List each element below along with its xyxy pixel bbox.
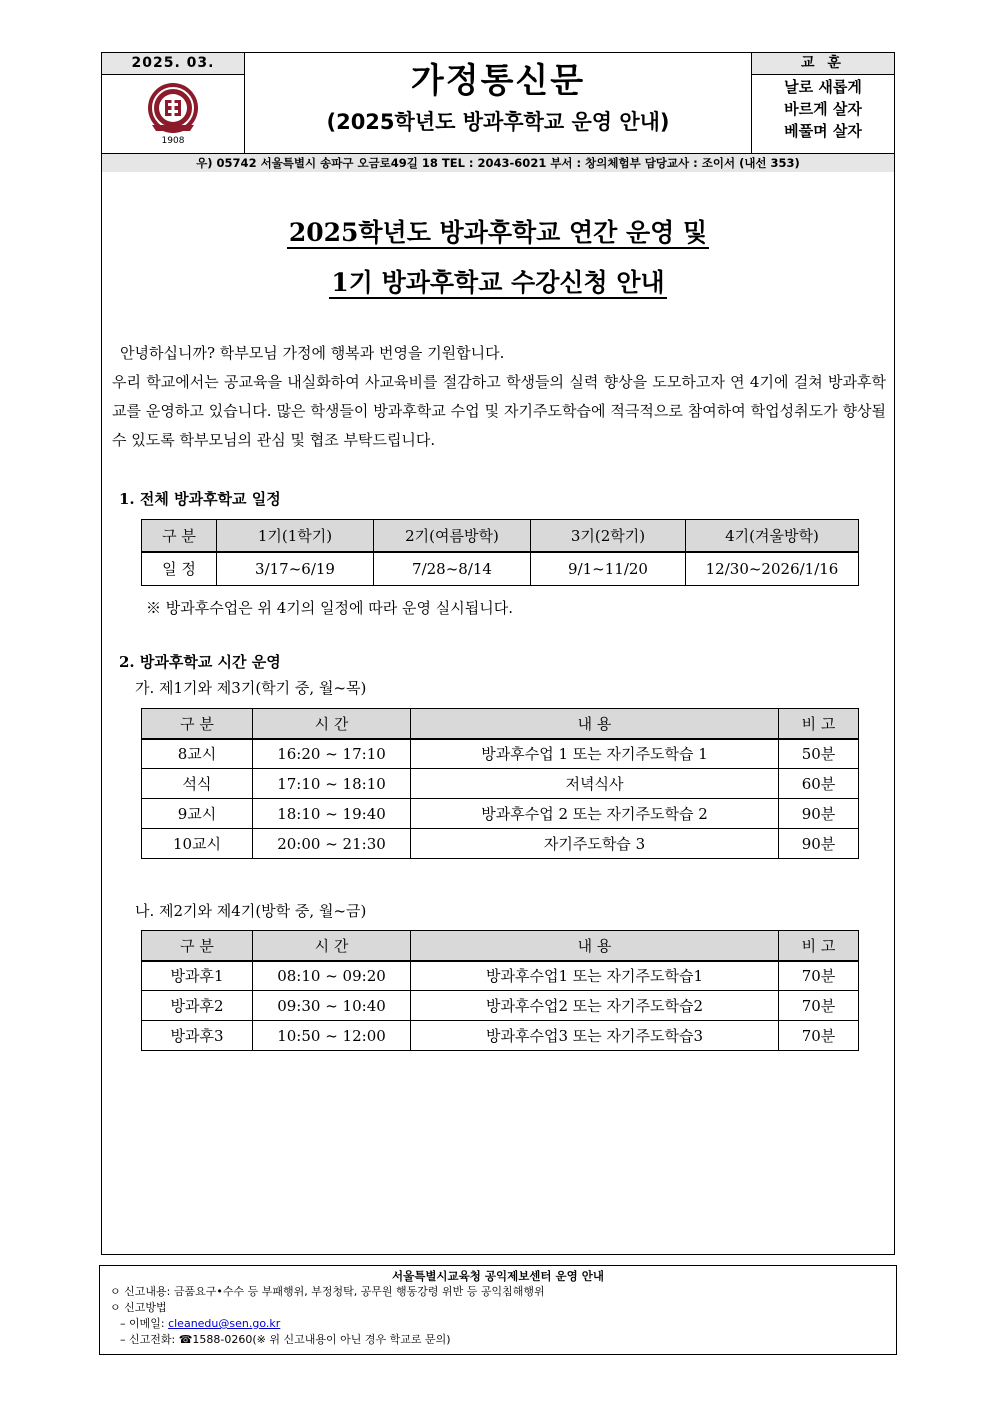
table-cell: 60분 xyxy=(779,769,859,799)
issue-date: 2025. 03. xyxy=(102,53,244,75)
section2-heading: 2. 방과후학교 시간 운영 xyxy=(119,653,281,671)
time-header-row xyxy=(142,931,859,961)
header-left-panel xyxy=(102,53,245,153)
greeting-line: 안녕하십니까? 학부모님 가정에 행복과 번영을 기원합니다. xyxy=(120,344,505,362)
table-cell: 일 정 xyxy=(142,552,217,586)
table-cell: 12/30~2026/1/16 xyxy=(686,552,859,586)
semester-time-table xyxy=(141,708,859,859)
schedule-note: ※ 방과후수업은 위 4기의 일정에 따라 운영 실시됩니다. xyxy=(146,599,513,617)
table-cell: 50분 xyxy=(779,739,859,769)
table-cell: 70분 xyxy=(779,991,859,1021)
table-row xyxy=(142,829,859,859)
motto-line: 바르게 살자 xyxy=(784,100,862,118)
schedule-row xyxy=(142,552,859,586)
vacation-time-table xyxy=(141,930,859,1051)
notice-phone-line: – 신고전화: ☎1588-0260(※ 위 신고내용이 아닌 경우 학교로 문의) xyxy=(120,1333,451,1346)
document-title-line1: 2025학년도 방과후학교 연간 운영 및 xyxy=(288,218,708,247)
col-header: 구 분 xyxy=(142,709,253,739)
table-row xyxy=(142,961,859,991)
table-cell: 방과후수업1 또는 자기주도학습1 xyxy=(411,961,779,991)
letter-title: 가정통신문 xyxy=(410,61,586,101)
table-cell: 10교시 xyxy=(142,829,253,859)
email-link[interactable]: cleanedu@sen.go.kr xyxy=(168,1317,281,1330)
notice-report-method: ㅇ 신고방법 xyxy=(110,1301,167,1314)
motto-panel xyxy=(751,53,894,153)
table-cell: 70분 xyxy=(779,1021,859,1051)
table-row xyxy=(142,991,859,1021)
col-header: 구 분 xyxy=(142,520,217,552)
col-header: 비 고 xyxy=(779,709,859,739)
email-label: – 이메일: xyxy=(120,1317,169,1330)
subsection-a-heading: 가. 제1기와 제3기(학기 중, 월~목) xyxy=(135,679,367,697)
table-cell: 석식 xyxy=(142,769,253,799)
col-header: 구 분 xyxy=(142,931,253,961)
table-cell: 20:00 ~ 21:30 xyxy=(253,829,411,859)
letter-body xyxy=(101,171,895,1255)
col-header: 4기(겨울방학) xyxy=(686,520,859,552)
notice-title: 서울특별시교육청 공익제보센터 운영 안내 xyxy=(392,1269,604,1283)
col-header: 비 고 xyxy=(779,931,859,961)
logo-year: 1908 xyxy=(161,136,185,146)
table-row xyxy=(142,739,859,769)
table-cell: 9교시 xyxy=(142,799,253,829)
section1-heading: 1. 전체 방과후학교 일정 xyxy=(119,490,281,508)
intro-paragraph xyxy=(112,339,886,455)
whistleblower-notice xyxy=(99,1265,897,1355)
table-cell: 8교시 xyxy=(142,739,253,769)
document-title-line2: 1기 방과후학교 수강신청 안내 xyxy=(331,268,665,297)
table-cell: 7/28~8/14 xyxy=(374,552,531,586)
table-cell: 방과후수업3 또는 자기주도학습3 xyxy=(411,1021,779,1051)
col-header: 3기(2학기) xyxy=(531,520,686,552)
intro-body: 우리 학교에서는 공교육을 내실화하여 사교육비를 절감하고 학생들의 실력 향상을 도모하고자 연 4기에 걸쳐 방과후학교를 운영하고 있습니다. 많은 학생들이 방과후학교 수업 및 자기주도학습에 적극적으로 참여하여 학업성취도가 향상될 수 있도록 학부모님의 관심 및 협조 부탁드립니다. xyxy=(112,373,886,449)
school-contact-info: 우) 05742 서울특별시 송파구 오금로49길 18 TEL : 2043-6021 부서 : 창의체험부 담당교사 : 조이서 (내선 353) xyxy=(102,153,894,172)
schedule-header-row xyxy=(142,520,859,552)
col-header: 2기(여름방학) xyxy=(374,520,531,552)
table-cell: 17:10 ~ 18:10 xyxy=(253,769,411,799)
table-cell: 10:50 ~ 12:00 xyxy=(253,1021,411,1051)
motto-heading: 교 훈 xyxy=(752,53,894,75)
table-cell: 09:30 ~ 10:40 xyxy=(253,991,411,1021)
table-cell: 방과후2 xyxy=(142,991,253,1021)
table-row xyxy=(142,769,859,799)
table-cell: 방과후수업 1 또는 자기주도학습 1 xyxy=(411,739,779,769)
notice-report-content: ㅇ 신고내용: 금품요구•수수 등 부패행위, 부정청탁, 공무원 행동강령 위반 등 공익침해행위 xyxy=(110,1285,545,1298)
letter-subtitle: (2025학년도 방과후학교 운영 안내) xyxy=(326,110,670,134)
letter-header xyxy=(101,52,895,172)
col-header: 1기(1학기) xyxy=(217,520,374,552)
table-cell: 08:10 ~ 09:20 xyxy=(253,961,411,991)
table-cell: 방과후수업2 또는 자기주도학습2 xyxy=(411,991,779,1021)
table-cell: 방과후수업 2 또는 자기주도학습 2 xyxy=(411,799,779,829)
table-cell: 18:10 ~ 19:40 xyxy=(253,799,411,829)
notice-email-line xyxy=(100,1316,896,1332)
table-cell: 70분 xyxy=(779,961,859,991)
table-row xyxy=(142,799,859,829)
col-header: 내 용 xyxy=(411,709,779,739)
time-header-row xyxy=(142,709,859,739)
table-cell: 16:20 ~ 17:10 xyxy=(253,739,411,769)
table-cell: 저녁식사 xyxy=(411,769,779,799)
motto-line: 베풀며 살자 xyxy=(784,122,862,140)
subsection-b-heading: 나. 제2기와 제4기(방학 중, 월~금) xyxy=(135,902,367,920)
col-header: 시 간 xyxy=(253,709,411,739)
schedule-table xyxy=(141,519,859,586)
school-emblem-icon xyxy=(146,81,200,147)
table-cell: 방과후1 xyxy=(142,961,253,991)
table-cell: 9/1~11/20 xyxy=(531,552,686,586)
table-cell: 90분 xyxy=(779,799,859,829)
table-cell: 방과후3 xyxy=(142,1021,253,1051)
header-title-panel xyxy=(245,53,751,153)
table-cell: 90분 xyxy=(779,829,859,859)
table-cell: 자기주도학습 3 xyxy=(411,829,779,859)
col-header: 시 간 xyxy=(253,931,411,961)
table-row xyxy=(142,1021,859,1051)
col-header: 내 용 xyxy=(411,931,779,961)
motto-line: 날로 새롭게 xyxy=(784,78,862,96)
table-cell: 3/17~6/19 xyxy=(217,552,374,586)
